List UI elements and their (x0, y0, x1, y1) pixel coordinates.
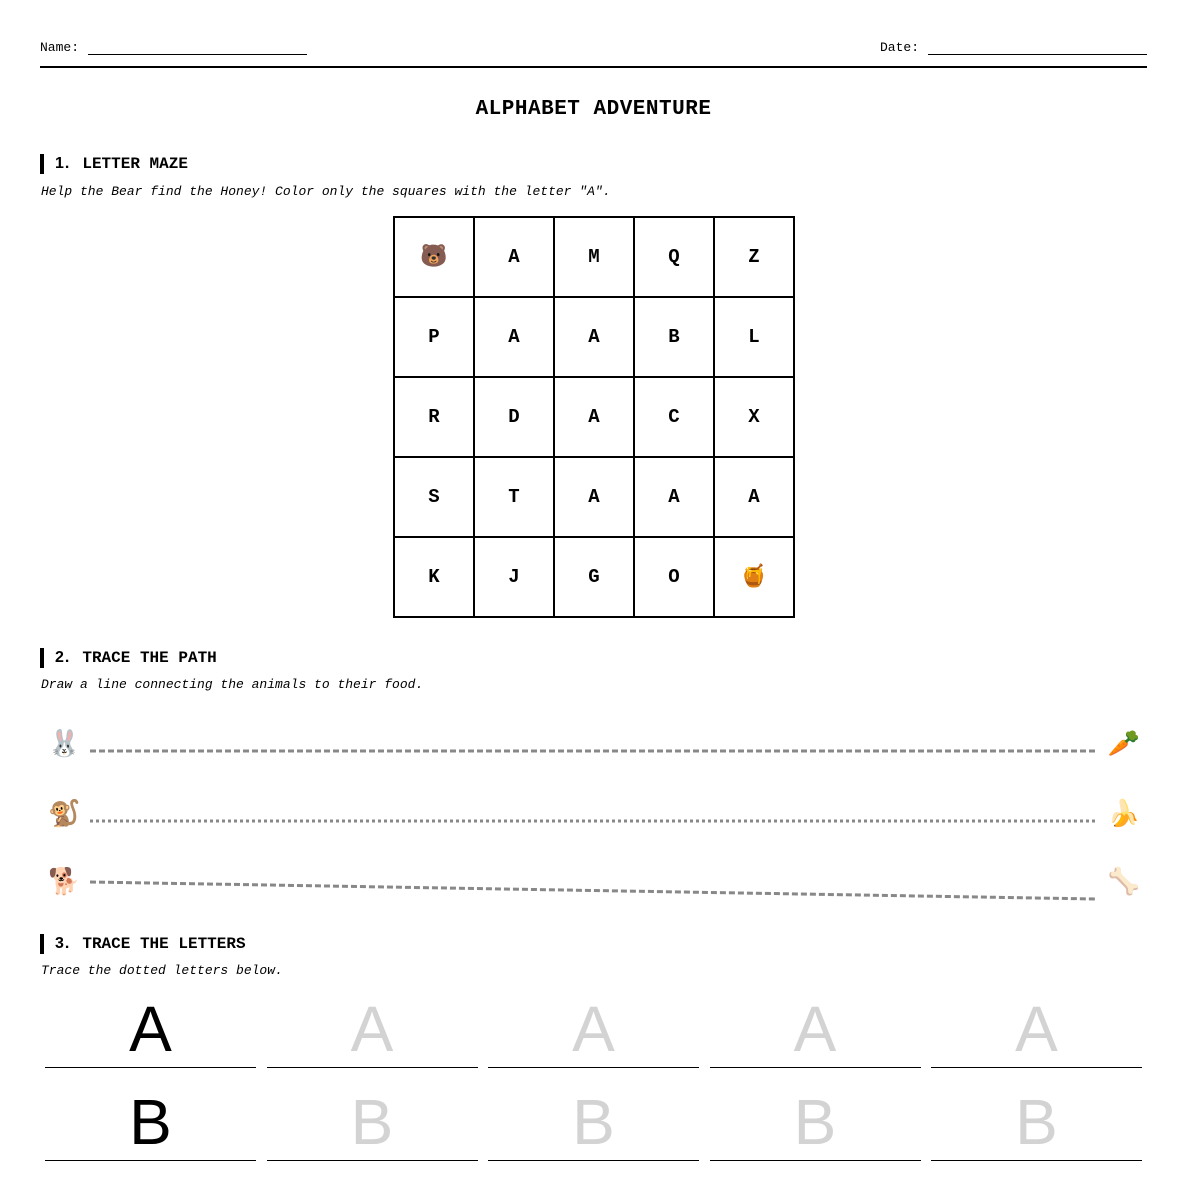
section-instruction: Help the Bear find the Honey! Color only the squares with the letter "A". (41, 184, 611, 199)
dashed-path-line[interactable] (88, 724, 1100, 764)
section-heading-trace-letters (40, 934, 246, 954)
maze-cell[interactable]: C (634, 377, 714, 457)
worksheet-title: ALPHABET ADVENTURE (475, 98, 712, 121)
date-blank-line[interactable] (928, 43, 1147, 55)
maze-cell[interactable]: Q (634, 217, 714, 297)
trace-cell-example[interactable] (45, 1068, 256, 1161)
path-row-rabbit-carrot (48, 724, 1140, 764)
worksheet-header (40, 38, 1147, 68)
section-heading-trace-path (40, 648, 217, 668)
maze-cell[interactable]: A (474, 297, 554, 377)
trace-row-b (45, 1068, 1142, 1161)
trace-row-a (45, 975, 1142, 1068)
banana-icon: 🍌 (1107, 799, 1140, 829)
maze-cell[interactable]: T (474, 457, 554, 537)
section-number: 2. (55, 649, 71, 666)
trace-letter: B (572, 1086, 615, 1158)
bone-icon: 🦴 (1107, 867, 1140, 897)
maze-cell[interactable]: K (394, 537, 474, 617)
trace-letter: A (793, 993, 837, 1065)
maze-cell[interactable]: L (714, 297, 794, 377)
trace-cell[interactable] (931, 975, 1142, 1068)
monkey-icon: 🐒 (48, 799, 81, 829)
maze-cell[interactable]: A (714, 457, 794, 537)
date-label: Date: (879, 40, 919, 55)
section-title: TRACE THE LETTERS (82, 935, 246, 953)
name-label: Name: (40, 40, 80, 55)
section-title: LETTER MAZE (82, 155, 188, 173)
trace-cell[interactable] (710, 975, 921, 1068)
name-blank-line[interactable] (88, 43, 307, 55)
maze-row (394, 297, 794, 377)
trace-cell[interactable] (931, 1068, 1142, 1161)
trace-letter: B (350, 1086, 394, 1158)
trace-cell[interactable] (488, 1068, 699, 1161)
section-number: 1. (55, 155, 71, 172)
path-row-monkey-banana (48, 794, 1140, 834)
trace-letter: B (1015, 1086, 1058, 1158)
maze-cell[interactable]: S (394, 457, 474, 537)
carrot-icon: 🥕 (1107, 729, 1140, 759)
maze-cell[interactable]: J (474, 537, 554, 617)
maze-row (394, 377, 794, 457)
path-row-dog-bone (48, 862, 1140, 902)
trace-cell[interactable] (710, 1068, 921, 1161)
section-instruction: Trace the dotted letters below. (41, 963, 283, 978)
dog-icon: 🐕 (48, 867, 81, 897)
maze-cell[interactable]: G (554, 537, 634, 617)
date-field (880, 40, 1147, 55)
maze-row (394, 217, 794, 297)
trace-cell[interactable] (267, 1068, 478, 1161)
sloped-dashed-path-line[interactable] (88, 862, 1100, 906)
maze-cell[interactable]: A (474, 217, 554, 297)
maze-row (394, 457, 794, 537)
trace-cell[interactable] (488, 975, 699, 1068)
section-number: 3. (55, 935, 71, 952)
section-heading-letter-maze (40, 154, 188, 174)
maze-cell-honey-icon[interactable]: 🍯 (714, 537, 794, 617)
maze-cell[interactable]: A (554, 457, 634, 537)
name-field (40, 40, 307, 55)
maze-cell[interactable]: M (554, 217, 634, 297)
trace-cell-example[interactable] (45, 975, 256, 1068)
maze-cell[interactable]: R (394, 377, 474, 457)
trace-cell[interactable] (267, 975, 478, 1068)
dotted-path-line[interactable] (88, 794, 1100, 834)
maze-cell[interactable]: Z (714, 217, 794, 297)
trace-letter: A (1015, 993, 1058, 1065)
trace-letter: A (572, 993, 615, 1065)
example-letter: B (129, 1086, 172, 1158)
rabbit-icon: 🐰 (48, 729, 81, 759)
maze-cell[interactable]: A (554, 377, 634, 457)
maze-cell[interactable]: B (634, 297, 714, 377)
letter-maze-grid (393, 216, 795, 618)
maze-cell[interactable]: O (634, 537, 714, 617)
maze-cell[interactable]: D (474, 377, 554, 457)
trace-letter: A (350, 993, 394, 1065)
trace-letters-grid (45, 975, 1142, 1161)
maze-cell[interactable]: A (554, 297, 634, 377)
maze-row (394, 537, 794, 617)
section-instruction: Draw a line connecting the animals to their food. (41, 677, 424, 692)
maze-cell[interactable]: A (634, 457, 714, 537)
maze-cell-bear-icon[interactable]: 🐻 (394, 217, 474, 297)
example-letter: A (129, 993, 172, 1065)
maze-cell[interactable]: X (714, 377, 794, 457)
trace-letter: B (793, 1086, 837, 1158)
section-title: TRACE THE PATH (82, 649, 217, 667)
maze-cell[interactable]: P (394, 297, 474, 377)
